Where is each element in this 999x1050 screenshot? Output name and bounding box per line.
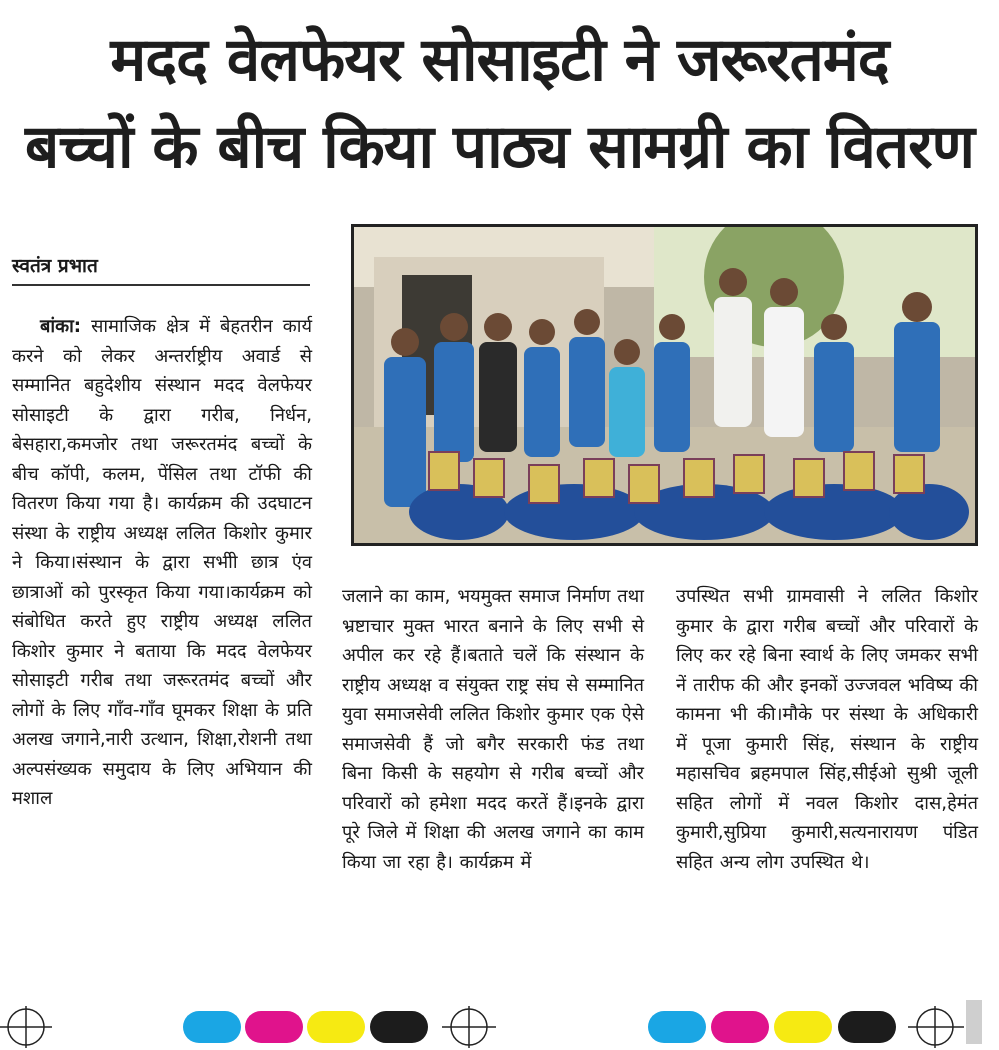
yellow-color-bar [307, 1011, 365, 1043]
black-color-bar [838, 1011, 896, 1043]
article-column-1 [12, 312, 312, 814]
registration-mark-icon [904, 1006, 966, 1048]
headline-line-1: मदद वेलफेयर सोसाइटी ने जरूरतमंद [110, 25, 889, 95]
group-photo-illustration [354, 227, 975, 543]
magenta-color-bar [711, 1011, 769, 1043]
article-column-3: उपस्थित सभी ग्रामवासी ने ललित किशोर कुमार के द्वारा गरीब बच्चों और परिवारों के लिए कर रहे बिना स्वार्थ के लिए जमकर सभी नें तारीफ की और इनकों उज्जवल भविष्य की कामना भी की।मौके पर संस्था के अधिकारी में पूजा कुमारी सिंह, संस्थान के राष्ट्रीय महासचिव ब्रहमपाल सिंह,सीईओ सुश्री जूली सहित लोगों में नवल किशोर दास,हेमंत कुमारी,सुप्रिया कुमारी,सत्यनारायण पंडित सहित अन्य लोग उपस्थित थे। [676, 586, 978, 873]
article-text-1: सामाजिक क्षेत्र में बेहतरीन कार्य करने को लेकर अन्तर्राष्ट्रीय अवार्ड से सम्मानित बहुदेशीय संस्थान मदद वेलफेयर सोसाइटी के द्वारा गरीब, निर्धन, बेसहारा,कमजोर तथा जरूरतमंद बच्चों के बीच कॉपी, कलम, पेंसिल तथा टॉफी की वितरण किया गया है। कार्यक्रम की उदघाटन संस्था के राष्ट्रीय अध्यक्ष ललित किशोर कुमार ने किया।संस्थान के द्वारा सभीी छात्र एंव छात्राओं को पुरस्कृत किया गया।कार्यक्रम को संबोधित करते हुए राष्ट्रीय अध्यक्ष ललित किशोर कुमार ने बताया कि मदद वेलफेयर सोसाइटी गरीब तथा जरूरतमंद बच्चों और लोगों के लिए गाँव-गाँव घूमकर शिक्षा के प्रति अलख जगाने,नारी उत्थान, शिक्षा,रोशनी तथा अल्पसंख्यक समुदाय के लिए अभियान की मशाल [12, 316, 312, 809]
registration-mark-icon [440, 1006, 498, 1048]
headline-line-2: बच्चों के बीच किया पाठ्य सामग्री का वितरण [24, 112, 975, 182]
yellow-color-bar [774, 1011, 832, 1043]
magenta-color-bar [245, 1011, 303, 1043]
print-edge-strip [966, 1000, 982, 1044]
news-photo [351, 224, 978, 546]
dateline: बांका: [40, 316, 82, 337]
article-column-2: जलाने का काम, भयमुक्त समाज निर्माण तथा भ्रष्टाचार मुक्त भारत बनाने के लिए सभी से अपील कर रहे हैं।बताते चलें कि संस्थान के राष्ट्रीय अध्यक्ष व संयुक्त राष्ट्र संघ से सम्मानित युवा समाजसेवी ललित किशोर कुमार एक ऐसे समाजसेवी हैं जो बगैर सरकारी फंड तथा बिना किसी के सहयोग से गरीब बच्चों और परिवारों को हमेशा मदद करतें हैं।इनके द्वारा पूरे जिले में शिक्षा की अलख जगाने का काम किया जा रहा है। कार्यक्रम में [342, 586, 644, 873]
cyan-color-bar [648, 1011, 706, 1043]
byline: स्वतंत्र प्रभात [12, 252, 310, 286]
cyan-color-bar [183, 1011, 241, 1043]
registration-mark-icon [0, 1006, 56, 1048]
headline [0, 18, 999, 192]
black-color-bar [370, 1011, 428, 1043]
